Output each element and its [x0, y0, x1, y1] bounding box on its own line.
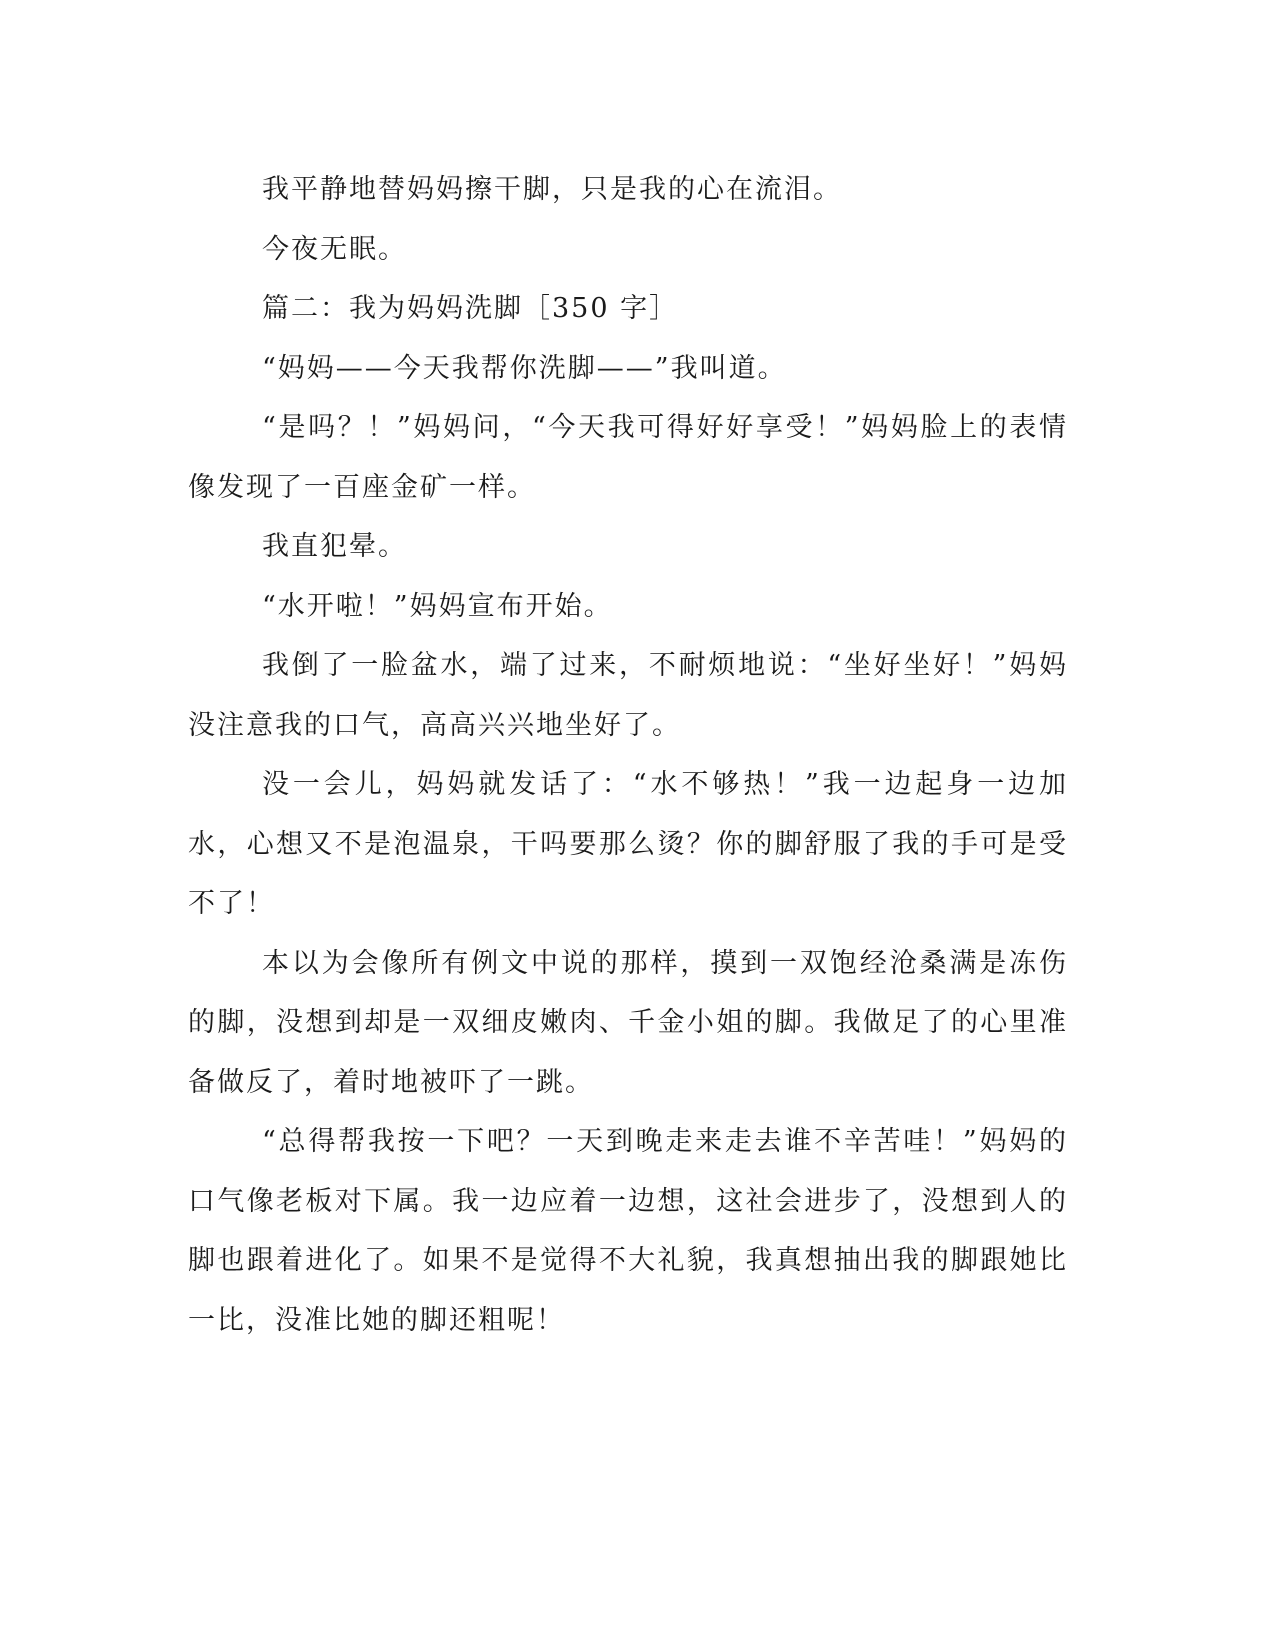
paragraph: “是吗？！”妈妈问，“今天我可得好好享受！”妈妈脸上的表情像发现了一百座金矿一样。 — [188, 412, 1068, 503]
paragraph: 我倒了一脸盆水，端了过来，不耐烦地说：“坐好坐好！”妈妈没注意我的口气，高高兴兴地坐好了。 — [188, 650, 1068, 741]
document-body — [188, 160, 1068, 1350]
paragraph: “总得帮我按一下吧？一天到晚走来走去谁不辛苦哇！”妈妈的口气像老板对下属。我一边应着一边想，这社会进步了，没想到人的脚也跟着进化了。如果不是觉得不大礼貌，我真想抽出我的脚跟她比一比，没准比她的脚还粗呢！ — [188, 1126, 1068, 1336]
paragraph: 本以为会像所有例文中说的那样，摸到一双饱经沧桑满是冻伤的脚，没想到却是一双细皮嫩肉、千金小姐的脚。我做足了的心里准备做反了，着时地被吓了一跳。 — [188, 947, 1068, 1098]
paragraph: “妈妈——今天我帮你洗脚——”我叫道。 — [262, 352, 787, 384]
paragraph: 我平静地替妈妈擦干脚，只是我的心在流泪。 — [262, 174, 842, 205]
section-heading: 篇二：我为妈妈洗脚［350 字］ — [262, 293, 679, 324]
paragraph: 今夜无眠。 — [262, 233, 407, 265]
paragraph: 没一会儿，妈妈就发话了：“水不够热！”我一边起身一边加水，心想又不是泡温泉，干吗要那么烫？你的脚舒服了我的手可是受不了！ — [188, 769, 1068, 919]
paragraph: “水开啦！”妈妈宣布开始。 — [262, 590, 613, 622]
paragraph: 我直犯晕。 — [262, 531, 407, 562]
